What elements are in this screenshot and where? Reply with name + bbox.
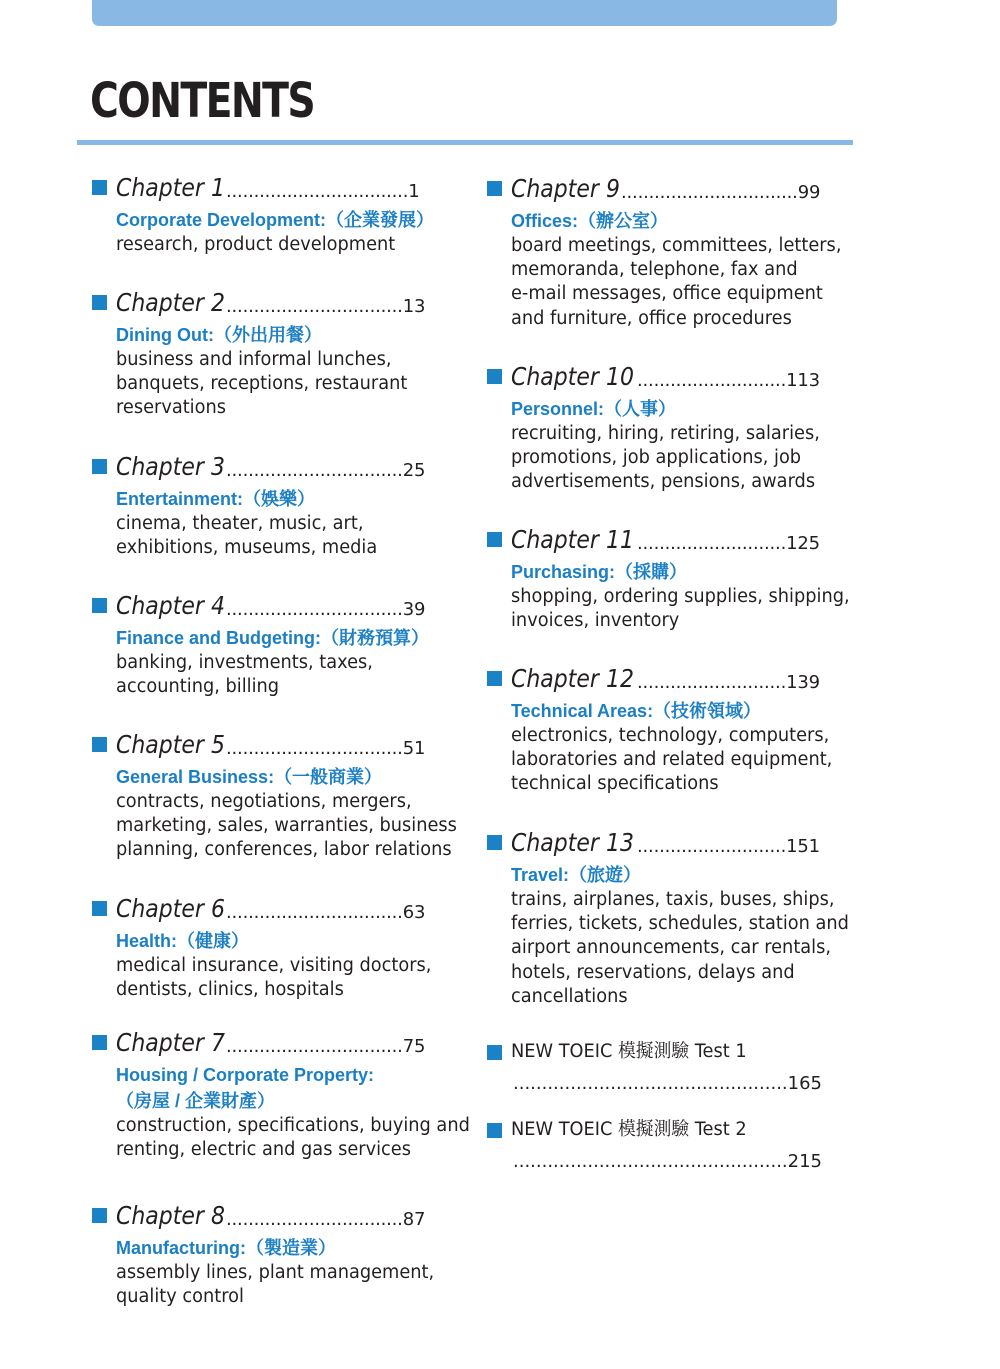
chapter-description: recruiting, hiring, retiring, salaries, promotions, job applications, job advertisements, pensions, awards bbox=[511, 423, 820, 493]
toc-entry-chapter-13[interactable] bbox=[487, 826, 863, 1009]
page-leader: ...........................113 bbox=[637, 370, 820, 391]
square-bullet-icon bbox=[92, 1208, 107, 1223]
chapter-title[interactable]: Chapter 11 bbox=[511, 525, 634, 554]
square-bullet-icon bbox=[487, 835, 502, 850]
toc-entry-chapter-3[interactable] bbox=[92, 450, 426, 560]
square-bullet-icon bbox=[92, 598, 107, 613]
chapter-topic: Entertainment:（娛樂） bbox=[116, 489, 316, 509]
page-leader: ................................................215 bbox=[513, 1151, 822, 1172]
chapter-title[interactable]: Chapter 3 bbox=[116, 452, 225, 481]
chapter-title[interactable]: Chapter 9 bbox=[511, 174, 620, 203]
chapter-description: contracts, negotiations, mergers, marketing, sales, warranties, business planning, conferences, labor relations bbox=[116, 791, 457, 861]
square-bullet-icon bbox=[487, 1045, 502, 1060]
toc-entry-chapter-7[interactable] bbox=[92, 1026, 485, 1162]
chapter-description: trains, airplanes, taxis, buses, ships, ferries, tickets, schedules, station and airport announcements, car rentals, hotels, reservations, delays and cancellations bbox=[511, 889, 849, 1007]
chapter-title[interactable]: Chapter 4 bbox=[116, 591, 225, 620]
toc-entry-chapter-2[interactable] bbox=[92, 286, 426, 421]
square-bullet-icon bbox=[92, 180, 107, 195]
page-leader: ...........................139 bbox=[637, 672, 820, 693]
toc-entry-chapter-10[interactable] bbox=[487, 360, 833, 495]
chapter-description: medical insurance, visiting doctors, dentists, clinics, hospitals bbox=[116, 955, 432, 1001]
toc-entry-chapter-8[interactable] bbox=[92, 1199, 447, 1309]
page-leader: ................................25 bbox=[226, 460, 426, 481]
chapter-title[interactable]: Chapter 6 bbox=[116, 894, 225, 923]
test-title[interactable]: NEW TOEIC 模擬測驗 Test 2 bbox=[511, 1119, 747, 1140]
test-title[interactable]: NEW TOEIC 模擬測驗 Test 1 bbox=[511, 1041, 747, 1062]
chapter-title[interactable]: Chapter 5 bbox=[116, 730, 225, 759]
square-bullet-icon bbox=[487, 1123, 502, 1138]
chapter-description: research, product development bbox=[116, 234, 396, 255]
chapter-description: construction, specifications, buying and renting, electric and gas services bbox=[116, 1115, 470, 1161]
chapter-description: board meetings, committees, letters, memoranda, telephone, fax and e-mail messages, office equipment and furniture, office procedures bbox=[511, 235, 842, 329]
square-bullet-icon bbox=[487, 369, 502, 384]
chapter-topic: Dining Out:（外出用餐） bbox=[116, 325, 322, 345]
chapter-topic: Travel:（旅遊） bbox=[511, 865, 642, 885]
square-bullet-icon bbox=[92, 295, 107, 310]
chapter-title[interactable]: Chapter 1 bbox=[116, 173, 225, 202]
square-bullet-icon bbox=[487, 671, 502, 686]
chapter-description: electronics, technology, computers, laboratories and related equipment, technical specifications bbox=[511, 725, 833, 795]
page-leader: ...........................151 bbox=[637, 836, 820, 857]
chapter-topic: Housing / Corporate Property: bbox=[116, 1065, 375, 1085]
chapter-topic: Manufacturing:（製造業） bbox=[116, 1238, 336, 1258]
page-leader: .................................1 bbox=[226, 181, 420, 202]
chapter-title[interactable]: Chapter 13 bbox=[511, 828, 634, 857]
chapter-description: cinema, theater, music, art, exhibitions, museums, media bbox=[116, 513, 378, 559]
chapter-topic: Technical Areas:（技術領域） bbox=[511, 701, 762, 721]
chapter-description: banking, investments, taxes, accounting, billing bbox=[116, 652, 373, 698]
page-title: CONTENTS bbox=[90, 73, 315, 129]
toc-entry-chapter-4[interactable] bbox=[92, 589, 429, 699]
page-leader: ................................75 bbox=[226, 1036, 426, 1057]
toc-entry-chapter-12[interactable] bbox=[487, 662, 846, 797]
chapter-title[interactable]: Chapter 8 bbox=[116, 1201, 225, 1230]
chapter-description: shopping, ordering supplies, shipping, invoices, inventory bbox=[511, 586, 850, 632]
top-accent-bar bbox=[92, 0, 837, 26]
square-bullet-icon bbox=[92, 459, 107, 474]
page-leader: ................................39 bbox=[226, 599, 426, 620]
toc-entry-chapter-5[interactable] bbox=[92, 728, 471, 863]
page-leader: ................................................165 bbox=[513, 1073, 822, 1094]
square-bullet-icon bbox=[487, 181, 502, 196]
chapter-topic: Purchasing:（採購） bbox=[511, 562, 688, 582]
toc-entry-chapter-9[interactable] bbox=[487, 172, 855, 331]
chapter-description: business and informal lunches, banquets, receptions, restaurant reservations bbox=[116, 349, 408, 419]
square-bullet-icon bbox=[92, 737, 107, 752]
chapter-title[interactable]: Chapter 7 bbox=[116, 1028, 225, 1057]
square-bullet-icon bbox=[92, 901, 107, 916]
chapter-description: assembly lines, plant management, quality control bbox=[116, 1262, 435, 1308]
title-divider bbox=[77, 140, 853, 145]
square-bullet-icon bbox=[487, 532, 502, 547]
chapter-title[interactable]: Chapter 12 bbox=[511, 664, 634, 693]
page-leader: ................................99 bbox=[621, 182, 821, 203]
chapter-topic: Health:（健康） bbox=[116, 931, 250, 951]
page-leader: ................................13 bbox=[226, 296, 426, 317]
chapter-title[interactable]: Chapter 2 bbox=[116, 288, 225, 317]
page-leader: ................................87 bbox=[226, 1209, 426, 1230]
chapter-topic: Personnel:（人事） bbox=[511, 399, 677, 419]
square-bullet-icon bbox=[92, 1035, 107, 1050]
chapter-topic: Offices:（辦公室） bbox=[511, 211, 669, 231]
toc-entry-chapter-11[interactable] bbox=[487, 523, 864, 633]
chapter-topic: General Business:（一般商業） bbox=[116, 767, 383, 787]
page-leader: ................................63 bbox=[226, 902, 426, 923]
chapter-topic-cont: （房屋 / 企業財產） bbox=[116, 1091, 276, 1111]
page-leader: ...........................125 bbox=[637, 533, 820, 554]
chapter-topic: Corporate Development:（企業發展） bbox=[116, 210, 435, 230]
chapter-topic: Finance and Budgeting:（財務預算） bbox=[116, 628, 429, 648]
page-leader: ................................51 bbox=[226, 738, 426, 759]
toc-entry-chapter-1[interactable] bbox=[92, 171, 434, 257]
toc-entry-chapter-6[interactable] bbox=[92, 892, 445, 1002]
chapter-title[interactable]: Chapter 10 bbox=[511, 362, 634, 391]
